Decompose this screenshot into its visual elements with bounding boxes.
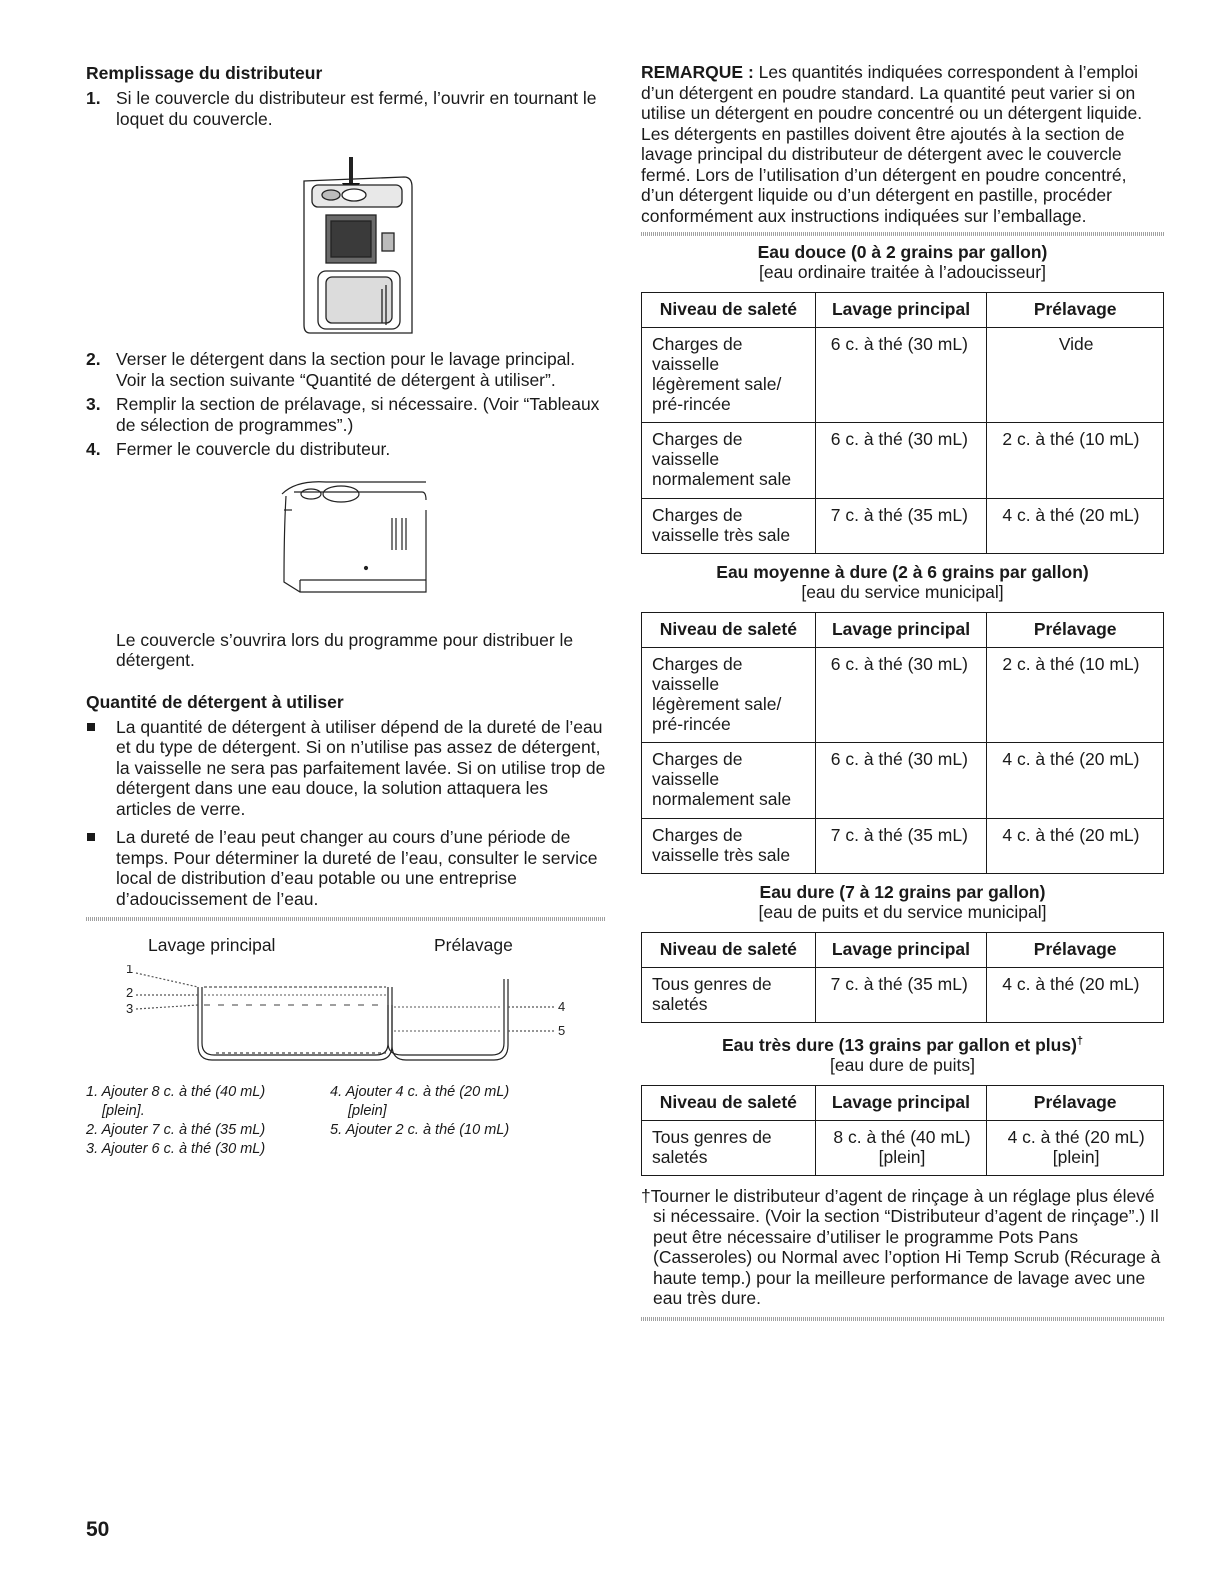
heading-filling-dispenser: Remplissage du distributeur [86, 63, 323, 83]
table-header-row: Niveau de saleté Lavage principal Prélavage [642, 933, 1164, 968]
marker-3: 3 [126, 1001, 134, 1016]
step-3: 3. Remplir la section de prélavage, si nécessaire. (Voir “Tableaux de sélection de programmes”.) [86, 394, 600, 435]
cup-levels-drawing [86, 965, 606, 1075]
table-row: Tous genres de saletés 7 c. à thé (35 mL) 4 c. à thé (20 mL) [642, 968, 1164, 1023]
marker-1: 1 [126, 965, 134, 976]
marker-5: 5 [558, 1023, 566, 1038]
dispenser-closed-illustration [86, 470, 606, 620]
table-soft-water [641, 292, 1164, 554]
step-2: 2. Verser le détergent dans la section pour le lavage principal. Voir la section suivante “Quantité de détergent à utiliser”. [86, 349, 576, 390]
table-row: Tous genres de saletés 8 c. à thé (40 mL) [plein] 4 c. à thé (20 mL) [plein] [642, 1120, 1164, 1175]
table-header-row: Niveau de saleté Lavage principal Prélavage [642, 1085, 1164, 1120]
captions-left: 1. Ajouter 8 c. à thé (40 mL) [plein]. 2. Ajouter 7 c. à thé (35 mL) 3. Ajouter 6 c. à thé (30 mL) [86, 1084, 266, 1157]
table-hard-water [641, 932, 1164, 1023]
table-row: Charges de vaisselle très sale 7 c. à thé (35 mL) 4 c. à thé (20 mL) [642, 819, 1164, 874]
bullet-1: La quantité de détergent à utiliser dépend de la dureté de l’eau et du type de détergent. Si on n’utilise pas assez de détergent, la vaisselle ne sera pas parfaitement lavée. Si on utilise trop de détergent dans une eau douce, la solution attaquera les articles de verre. [86, 717, 606, 820]
step-1: 1. Si le couvercle du distributeur est fermé, l’ouvrir en tournant le loquet du couvercle. [86, 88, 597, 129]
left-column [86, 62, 606, 1163]
bullet-square-icon [87, 833, 95, 841]
table-subtitle-medium: [eau du service municipal] [801, 582, 1004, 602]
table-header-row: Niveau de saleté Lavage principal Prélavage [642, 613, 1164, 648]
right-column [641, 62, 1164, 1321]
hardness-bullets [86, 717, 606, 910]
remark-paragraph: REMARQUE : Les quantités indiquées correspondent à l’emploi d’un détergent en poudre standard. La quantité peut varier si on utilise un détergent en poudre concentré ou un détergent liquide. Les détergents en pastilles doivent être ajoutés à la section de lavage principal du distributeur de détergent avec le couvercle fermé. Lors de l’utilisation d’un détergent en poudre concentré, d’un détergent liquide ou d’un détergent en pastille, procéder conformément aux instructions indiquées sur l’emballage. [641, 62, 1143, 226]
marker-4: 4 [558, 999, 566, 1014]
captions-right: 4. Ajouter 4 c. à thé (20 mL) [plein] 5. Ajouter 2 c. à thé (10 mL) [330, 1084, 510, 1138]
table-row: Charges de vaisselle normalement sale 6 c. à thé (30 mL) 4 c. à thé (20 mL) [642, 743, 1164, 819]
lid-note: Le couvercle s’ouvrira lors du programme pour distribuer le détergent. [116, 629, 574, 670]
dagger-mark: † [1076, 1035, 1084, 1047]
table-title-hard: Eau dure (7 à 12 grains par gallon) [759, 882, 1046, 902]
table-row: Charges de vaisselle légèrement sale/ pré-rincée 6 c. à thé (30 mL) 2 c. à thé (10 mL) [642, 648, 1164, 743]
table-header-row: Niveau de saleté Lavage principal Prélavage [642, 293, 1164, 328]
heading-detergent-quantity: Quantité de détergent à utiliser [86, 691, 344, 712]
remark-label: REMARQUE : [641, 62, 754, 82]
table-very-hard-water [641, 1085, 1164, 1176]
table-subtitle-soft: [eau ordinaire traitée à l’adoucisseur] [759, 262, 1046, 282]
bullet-square-icon [87, 723, 95, 731]
table-title-medium: Eau moyenne à dure (2 à 6 grains par gallon) [716, 562, 1089, 582]
table-subtitle-hard: [eau de puits et du service municipal] [758, 902, 1047, 922]
label-main-wash: Lavage principal [148, 935, 276, 955]
bullet-2: La dureté de l’eau peut changer au cours d’une période de temps. Pour déterminer la dureté de l’eau, consulter le service local de distribution d’eau potable ou une entreprise d’adoucissement de l’eau. [86, 827, 606, 909]
table-medium-hard-water [641, 612, 1164, 874]
page-number: 50 [86, 1518, 110, 1541]
diagram-captions [86, 1083, 606, 1163]
section-divider [641, 1317, 1164, 1321]
label-prewash: Prélavage [434, 935, 513, 955]
table-title-soft: Eau douce (0 à 2 grains par gallon) [757, 242, 1048, 262]
table-row: Charges de vaisselle légèrement sale/ pré-rincée 6 c. à thé (30 mL) Vide [642, 328, 1164, 423]
table-row: Charges de vaisselle normalement sale 6 c. à thé (30 mL) 2 c. à thé (10 mL) [642, 423, 1164, 499]
dispenser-open-illustration [86, 135, 606, 335]
step-4: 4. Fermer le couvercle du distributeur. [86, 439, 391, 459]
footnote-very-hard-water: †Tourner le distributeur d’agent de rinçage à un réglage plus élevé si nécessaire. (Voir la section “Distributeur d’agent de rinçage”.) Il peut être nécessaire d’utiliser le programme Pots Pans (Casseroles) ou Normal avec l’option Hi Temp Scrub (Récurage à haute temp.) pour la meilleure performance de lavage avec une eau très dure. [641, 1185, 1161, 1309]
table-row: Charges de vaisselle très sale 7 c. à thé (35 mL) 4 c. à thé (20 mL) [642, 499, 1164, 554]
steps-list-a [86, 88, 606, 129]
marker-2: 2 [126, 985, 134, 1000]
detergent-cup-diagram [86, 935, 606, 1075]
table-title-very-hard: Eau très dure (13 grains par gallon et plus)† [721, 1034, 1084, 1055]
section-divider [641, 232, 1164, 236]
steps-list-b [86, 349, 606, 460]
section-divider [86, 917, 606, 921]
table-subtitle-very-hard: [eau dure de puits] [830, 1054, 975, 1075]
